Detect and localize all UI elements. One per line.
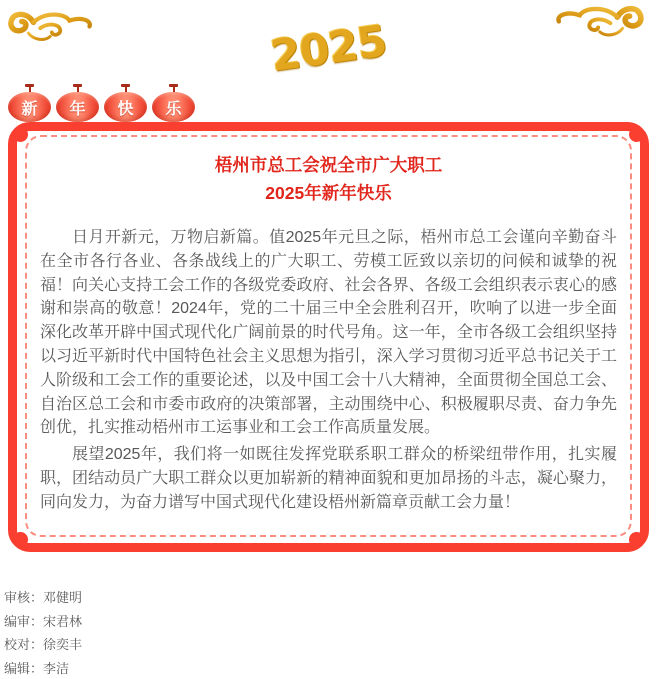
lantern-icon — [56, 84, 99, 122]
greeting-card — [8, 122, 649, 552]
greeting-paragraph: 展望2025年，我们将一如既往发挥党联系职工群众的桥梁纽带作用，扎实履职，团结动员广大职工群众以更加崭新的精神面貌和更加昂扬的斗志，凝心聚力，同向发力，为奋力谱写中国式现代化建设梧州新篇章贡献工会力量！ — [40, 446, 617, 511]
corner-flourish — [13, 532, 28, 547]
credit-line-editor: 编辑：李洁 — [4, 661, 70, 677]
card-body — [40, 226, 617, 515]
year-2025-glitter: 2025 — [267, 16, 390, 82]
editorial-credits — [4, 586, 82, 679]
card-title-line2: 2025年新年快乐 — [265, 183, 392, 203]
lantern-icon — [8, 84, 51, 122]
lantern-icon — [104, 84, 147, 122]
lantern-icon — [152, 84, 195, 122]
lantern-char: 年 — [69, 100, 86, 118]
corner-flourish — [13, 127, 28, 142]
card-title — [40, 151, 617, 207]
credit-line-proofreader: 校对：徐奕丰 — [4, 637, 83, 653]
lantern-char: 乐 — [165, 100, 182, 118]
greeting-paragraph: 日月开新元，万物启新篇。值2025年元旦之际，梧州市总工会谨向辛勤奋斗在全市各行各业、各条战线上的广大职工、劳模工匠致以亲切的问候和诚挚的祝福！向关心支持工会工作的各级党委政府、社会各界、各级工会组织表示衷心的感谢和崇高的敬意！2024年，党的二十届三中全会胜利召开，吹响了以进一步全面深化改革开辟中国式现代化广阔前景的时代号角。这一年，全市各级工会组织坚持以习近平新时代中国特色社会主义思想为指引，深入学习贯彻习近平总书记关于工人阶级和工会工作的重要论述，以及中国工会十八大精神，全面贯彻全国总工会、自治区总工会和市委市政府的决策部署，主动围绕中心、积极履职尽责、奋力争先创优，扎实推动梧州市工运事业和工会工作高质量发展。 — [40, 229, 617, 437]
cloud-ornament-left-icon — [5, 8, 97, 55]
lantern-banner — [8, 84, 195, 122]
corner-flourish — [629, 127, 644, 142]
credit-line-senior-editor: 编审：宋君林 — [4, 613, 83, 629]
lantern-char: 新 — [21, 100, 38, 118]
corner-flourish — [629, 532, 644, 547]
cloud-ornament-right-icon — [551, 2, 647, 51]
card-inner-dashed-frame — [25, 135, 632, 537]
card-title-line1: 梧州市总工会祝全市广大职工 — [214, 155, 443, 175]
credit-line-reviewer: 审核：邓健明 — [4, 590, 83, 605]
lantern-char: 快 — [117, 100, 134, 118]
